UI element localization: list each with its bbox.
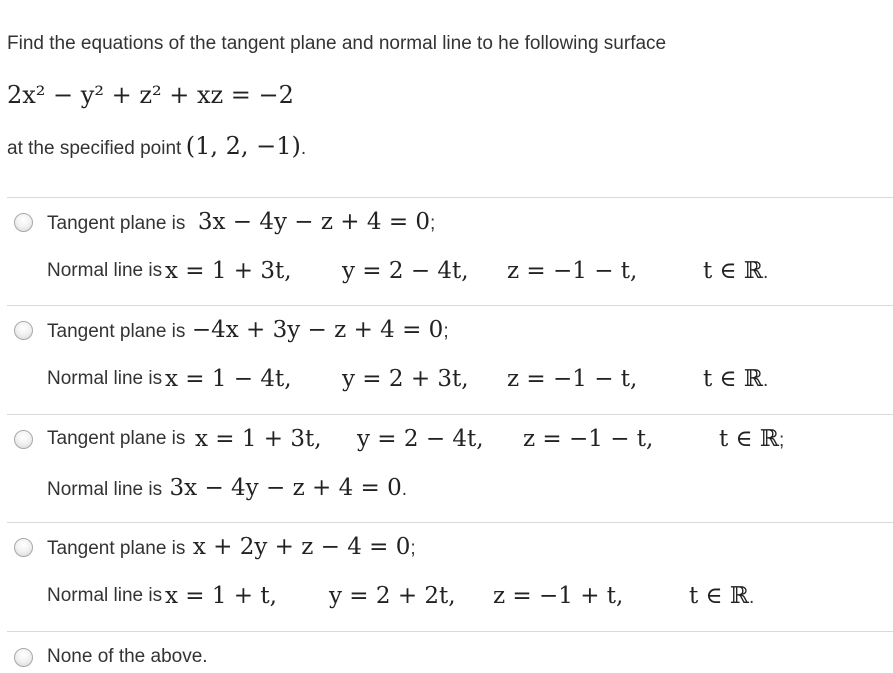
line-x: x = 1 + t,	[165, 583, 277, 609]
option-c-line-line	[47, 473, 407, 503]
option-a-line-line	[47, 256, 847, 286]
line-y: y = 2 + 3t,	[342, 366, 469, 392]
option-d-plane-line	[47, 532, 416, 562]
answer-option-a[interactable]	[0, 198, 893, 304]
radio-button-option-b[interactable]	[14, 321, 33, 340]
plane-x: x = 1 + 3t,	[195, 426, 322, 452]
line-label: Normal line is	[47, 260, 163, 281]
plane-label: Tangent plane is	[47, 428, 186, 449]
plane-equation: x + 2y + z − 4 = 0	[192, 534, 411, 560]
line-end: .	[401, 479, 408, 500]
point-prefix: at the specified point	[7, 138, 182, 159]
option-a-plane-line	[47, 207, 435, 237]
line-y: y = 2 − 4t,	[342, 258, 469, 284]
point-suffix: .	[300, 138, 307, 159]
specified-point: (1, 2, −1)	[185, 132, 301, 160]
question-prompt: Find the equations of the tangent plane and normal line to he following surface	[7, 33, 667, 54]
line-t: t ∈ ℝ.	[703, 366, 769, 392]
option-b-line-line	[47, 364, 847, 394]
line-t: t ∈ ℝ.	[689, 583, 755, 609]
radio-button-option-e[interactable]	[14, 648, 33, 667]
radio-button-option-d[interactable]	[14, 538, 33, 557]
plane-z: z = −1 − t,	[523, 426, 654, 452]
plane-end: ;	[410, 538, 416, 559]
option-d-line-line	[47, 581, 847, 611]
plane-t: t ∈ ℝ;	[719, 426, 785, 452]
line-label: Normal line is	[47, 368, 163, 389]
line-z: z = −1 + t,	[493, 583, 624, 609]
answer-option-c[interactable]	[0, 415, 893, 521]
plane-y: y = 2 − 4t,	[357, 426, 484, 452]
plane-label: Tangent plane is	[47, 321, 186, 342]
plane-end: ;	[443, 321, 449, 342]
surface-equation: 2x² − y² + z² + xz = −2	[7, 81, 294, 109]
option-e-line	[47, 642, 208, 672]
line-label: Normal line is	[47, 585, 163, 606]
line-z: z = −1 − t,	[507, 366, 638, 392]
point-line	[7, 132, 306, 160]
plane-equation: 3x − 4y − z + 4 = 0	[197, 209, 431, 235]
line-x: x = 1 + 3t,	[165, 258, 292, 284]
plane-label: Tangent plane is	[47, 213, 186, 234]
line-z: z = −1 − t,	[507, 258, 638, 284]
radio-button-option-c[interactable]	[14, 430, 33, 449]
option-c-plane-line	[47, 424, 867, 454]
radio-button-option-a[interactable]	[14, 213, 33, 232]
plane-end: ;	[430, 213, 436, 234]
option-b-plane-line	[47, 315, 449, 345]
line-x: x = 1 − 4t,	[165, 366, 292, 392]
plane-label: Tangent plane is	[47, 538, 186, 559]
none-of-the-above-label: None of the above.	[47, 646, 208, 667]
line-label: Normal line is	[47, 479, 163, 500]
line-y: y = 2 + 2t,	[329, 583, 456, 609]
answer-option-e[interactable]	[0, 632, 893, 672]
answer-option-b[interactable]	[0, 306, 893, 413]
plane-equation: −4x + 3y − z + 4 = 0	[191, 317, 444, 343]
line-equation: 3x − 4y − z + 4 = 0	[169, 475, 402, 501]
line-t: t ∈ ℝ.	[703, 258, 769, 284]
answer-option-d[interactable]	[0, 523, 893, 630]
